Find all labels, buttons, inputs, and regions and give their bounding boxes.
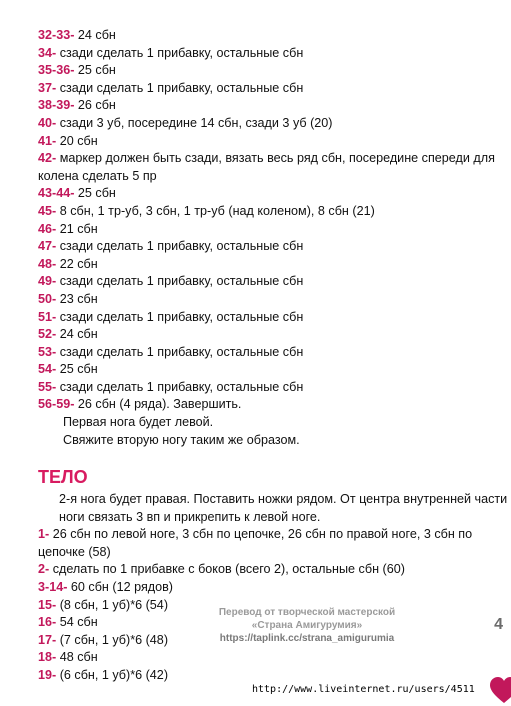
row-41: 41- 20 сбн: [38, 133, 98, 148]
heart-icon: [489, 676, 511, 706]
body-row-19: 19- (6 сбн, 1 уб)*6 (42): [38, 667, 169, 682]
row-45: 45- 8 сбн, 1 тр-уб, 3 сбн, 1 тр-уб (над коленом), 8 сбн (21): [38, 203, 375, 218]
row-43-44: 43-44- 25 сбн: [38, 186, 116, 201]
note-second-leg: Свяжите вторую ногу таким же образом.: [63, 432, 300, 447]
watermark-link[interactable]: https://taplink.cc/strana_amigurumia: [219, 633, 395, 644]
pattern-rows: [38, 27, 508, 449]
row-51: 51- сзади сделать 1 прибавку, остальные сбн: [38, 309, 304, 324]
row-53: 53- сзади сделать 1 прибавку, остальные сбн: [38, 344, 304, 359]
row-46: 46- 21 сбн: [38, 221, 98, 236]
row-50: 50- 23 сбн: [38, 291, 98, 306]
row-49: 49- сзади сделать 1 прибавку, остальные сбн: [38, 274, 304, 289]
row-32-33: 32-33- 24 сбн: [38, 28, 116, 42]
row-35-36: 35-36- 25 сбн: [38, 63, 116, 78]
row-55: 55- сзади сделать 1 прибавку, остальные сбн: [38, 379, 304, 394]
row-48: 48- 22 сбн: [38, 256, 98, 271]
row-40: 40- сзади 3 уб, посередине 14 сбн, сзади 3 уб (20): [38, 115, 333, 130]
note-first-leg: Первая нога будет левой.: [63, 415, 214, 430]
row-42: 42- маркер должен быть сзади, вязать весь ряд сбн, посередине спереди для колена сделать 5 пр: [38, 151, 495, 183]
body-intro: 2-я нога будет правая. Поставить ножки рядом. От центра внутренней части ноги связать 3 вп и прикрепить к левой ноге.: [59, 492, 508, 524]
row-54: 54- 25 сбн: [38, 362, 98, 377]
watermark: [212, 606, 402, 645]
body-row-18: 18- 48 сбн: [38, 650, 98, 665]
section-title: ТЕЛО: [38, 467, 88, 487]
body-row-2: 2- сделать по 1 прибавке с боков (всего 2), остальные сбн (60): [38, 562, 405, 577]
row-37: 37- сзади сделать 1 прибавку, остальные сбн: [38, 80, 304, 95]
row-52: 52- 24 сбн: [38, 327, 98, 342]
body-rows: [38, 491, 508, 685]
row-56-59: 56-59- 26 сбн (4 ряда). Завершить.: [38, 397, 242, 412]
page-number: 4: [494, 616, 503, 633]
row-38-39: 38-39- 26 сбн: [38, 98, 116, 113]
watermark-line2: «Страна Амигурумия»: [251, 620, 363, 631]
body-row-1: 1- 26 сбн по левой ноге, 3 сбн по цепочке, 26 сбн по правой ноге, 3 сбн по цепочке (58): [38, 527, 473, 559]
body-row-17: 17- (7 сбн, 1 уб)*6 (48): [38, 632, 169, 647]
body-row-15: 15- (8 сбн, 1 уб)*6 (54): [38, 597, 169, 612]
watermark-line1: Перевод от творческой мастерской: [218, 607, 396, 618]
body-row-3-14: 3-14- 60 сбн (12 рядов): [38, 579, 173, 594]
footer-url[interactable]: http://www.liveinternet.ru/users/4511: [252, 684, 475, 695]
row-34: 34- сзади сделать 1 прибавку, остальные сбн: [38, 45, 304, 60]
body-row-16: 16- 54 сбн: [38, 615, 98, 630]
row-47: 47- сзади сделать 1 прибавку, остальные сбн: [38, 239, 304, 254]
